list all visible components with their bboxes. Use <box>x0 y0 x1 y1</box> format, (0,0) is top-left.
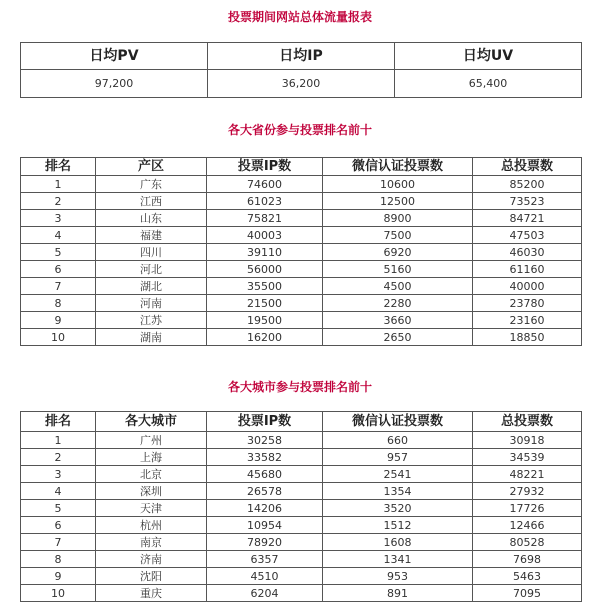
cell-ip-votes: 78920 <box>207 534 323 551</box>
cell-name: 河南 <box>96 295 207 312</box>
cell-name: 河北 <box>96 261 207 278</box>
cell-wechat-votes: 7500 <box>323 227 473 244</box>
cell-rank: 9 <box>21 312 96 329</box>
cell-total-votes: 5463 <box>473 568 582 585</box>
table-row <box>21 312 582 329</box>
table-row <box>21 568 582 585</box>
header-name: 各大城市 <box>96 412 207 432</box>
cell-ip-votes: 61023 <box>207 193 323 210</box>
cell-ip-votes: 30258 <box>207 432 323 449</box>
cell-name: 山东 <box>96 210 207 227</box>
cell-rank: 5 <box>21 500 96 517</box>
table-row <box>21 483 582 500</box>
cell-rank: 6 <box>21 517 96 534</box>
cell-wechat-votes: 953 <box>323 568 473 585</box>
value-daily-pv: 97,200 <box>21 70 208 98</box>
provinces-table <box>20 157 582 346</box>
cell-total-votes: 34539 <box>473 449 582 466</box>
cell-total-votes: 17726 <box>473 500 582 517</box>
cell-total-votes: 47503 <box>473 227 582 244</box>
cell-rank: 10 <box>21 329 96 346</box>
cell-name: 广州 <box>96 432 207 449</box>
cell-total-votes: 7095 <box>473 585 582 602</box>
cell-total-votes: 23780 <box>473 295 582 312</box>
cell-name: 济南 <box>96 551 207 568</box>
cell-ip-votes: 10954 <box>207 517 323 534</box>
header-daily-uv: 日均UV <box>395 43 582 70</box>
cell-total-votes: 12466 <box>473 517 582 534</box>
cell-ip-votes: 56000 <box>207 261 323 278</box>
cell-name: 重庆 <box>96 585 207 602</box>
cell-ip-votes: 14206 <box>207 500 323 517</box>
table-row <box>21 329 582 346</box>
cell-total-votes: 23160 <box>473 312 582 329</box>
cell-rank: 10 <box>21 585 96 602</box>
cell-wechat-votes: 1512 <box>323 517 473 534</box>
cell-name: 广东 <box>96 176 207 193</box>
cell-rank: 4 <box>21 227 96 244</box>
cell-wechat-votes: 660 <box>323 432 473 449</box>
cell-wechat-votes: 8900 <box>323 210 473 227</box>
cell-rank: 8 <box>21 295 96 312</box>
cell-total-votes: 85200 <box>473 176 582 193</box>
cell-ip-votes: 45680 <box>207 466 323 483</box>
table-row <box>21 193 582 210</box>
cities-title: 各大城市参与投票排名前十 <box>227 380 372 394</box>
header-wechat-votes: 微信认证投票数 <box>323 412 473 432</box>
cell-name: 福建 <box>96 227 207 244</box>
table-row <box>21 210 582 227</box>
cell-name: 四川 <box>96 244 207 261</box>
cell-rank: 7 <box>21 278 96 295</box>
cell-rank: 1 <box>21 432 96 449</box>
cities-table <box>20 411 582 602</box>
cell-name: 北京 <box>96 466 207 483</box>
table-row <box>21 176 582 193</box>
cell-wechat-votes: 1354 <box>323 483 473 500</box>
cell-wechat-votes: 1341 <box>323 551 473 568</box>
cell-wechat-votes: 2650 <box>323 329 473 346</box>
cell-wechat-votes: 2541 <box>323 466 473 483</box>
table-row <box>21 517 582 534</box>
header-rank: 排名 <box>21 158 96 176</box>
table-row <box>21 295 582 312</box>
cell-ip-votes: 75821 <box>207 210 323 227</box>
provinces-title: 各大省份参与投票排名前十 <box>227 123 372 137</box>
cell-wechat-votes: 12500 <box>323 193 473 210</box>
cell-total-votes: 80528 <box>473 534 582 551</box>
header-name: 产区 <box>96 158 207 176</box>
table-row <box>21 432 582 449</box>
value-daily-ip: 36,200 <box>208 70 395 98</box>
header-total-votes: 总投票数 <box>473 158 582 176</box>
cell-rank: 7 <box>21 534 96 551</box>
header-daily-ip: 日均IP <box>208 43 395 70</box>
table-header-row <box>21 412 582 432</box>
table-row <box>21 70 582 98</box>
cell-ip-votes: 16200 <box>207 329 323 346</box>
cell-wechat-votes: 891 <box>323 585 473 602</box>
cell-wechat-votes: 5160 <box>323 261 473 278</box>
cell-rank: 4 <box>21 483 96 500</box>
table-header-row <box>21 43 582 70</box>
table-row <box>21 449 582 466</box>
cell-name: 江苏 <box>96 312 207 329</box>
cell-total-votes: 7698 <box>473 551 582 568</box>
table-row <box>21 466 582 483</box>
table-row <box>21 261 582 278</box>
cell-rank: 8 <box>21 551 96 568</box>
header-total-votes: 总投票数 <box>473 412 582 432</box>
cell-rank: 9 <box>21 568 96 585</box>
table-row <box>21 244 582 261</box>
header-ip-votes: 投票IP数 <box>207 412 323 432</box>
cell-name: 深圳 <box>96 483 207 500</box>
cell-name: 湖南 <box>96 329 207 346</box>
cell-ip-votes: 26578 <box>207 483 323 500</box>
cell-wechat-votes: 1608 <box>323 534 473 551</box>
summary-title: 投票期间网站总体流量报表 <box>227 10 372 24</box>
cell-ip-votes: 39110 <box>207 244 323 261</box>
cell-rank: 3 <box>21 466 96 483</box>
cell-wechat-votes: 6920 <box>323 244 473 261</box>
header-rank: 排名 <box>21 412 96 432</box>
table-row <box>21 500 582 517</box>
cell-total-votes: 48221 <box>473 466 582 483</box>
cell-wechat-votes: 2280 <box>323 295 473 312</box>
cell-ip-votes: 40003 <box>207 227 323 244</box>
cell-ip-votes: 4510 <box>207 568 323 585</box>
cell-rank: 6 <box>21 261 96 278</box>
cell-total-votes: 46030 <box>473 244 582 261</box>
cell-wechat-votes: 4500 <box>323 278 473 295</box>
cell-rank: 2 <box>21 449 96 466</box>
cell-name: 天津 <box>96 500 207 517</box>
cell-rank: 2 <box>21 193 96 210</box>
cell-ip-votes: 6357 <box>207 551 323 568</box>
cell-name: 湖北 <box>96 278 207 295</box>
cell-ip-votes: 6204 <box>207 585 323 602</box>
cell-ip-votes: 21500 <box>207 295 323 312</box>
cell-name: 上海 <box>96 449 207 466</box>
cell-name: 沈阳 <box>96 568 207 585</box>
cell-rank: 5 <box>21 244 96 261</box>
header-daily-pv: 日均PV <box>21 43 208 70</box>
summary-table <box>20 42 582 98</box>
cell-rank: 1 <box>21 176 96 193</box>
header-wechat-votes: 微信认证投票数 <box>323 158 473 176</box>
value-daily-uv: 65,400 <box>395 70 582 98</box>
cell-total-votes: 73523 <box>473 193 582 210</box>
cell-ip-votes: 35500 <box>207 278 323 295</box>
cell-ip-votes: 19500 <box>207 312 323 329</box>
table-row <box>21 551 582 568</box>
table-header-row <box>21 158 582 176</box>
cell-name: 杭州 <box>96 517 207 534</box>
cell-wechat-votes: 3520 <box>323 500 473 517</box>
cell-ip-votes: 33582 <box>207 449 323 466</box>
cell-ip-votes: 74600 <box>207 176 323 193</box>
cell-total-votes: 30918 <box>473 432 582 449</box>
table-row <box>21 585 582 602</box>
cell-wechat-votes: 957 <box>323 449 473 466</box>
cell-name: 江西 <box>96 193 207 210</box>
cell-name: 南京 <box>96 534 207 551</box>
cell-total-votes: 61160 <box>473 261 582 278</box>
cell-rank: 3 <box>21 210 96 227</box>
cell-total-votes: 27932 <box>473 483 582 500</box>
cell-wechat-votes: 3660 <box>323 312 473 329</box>
cell-total-votes: 40000 <box>473 278 582 295</box>
header-ip-votes: 投票IP数 <box>207 158 323 176</box>
table-row <box>21 227 582 244</box>
table-row <box>21 278 582 295</box>
cell-total-votes: 18850 <box>473 329 582 346</box>
table-row <box>21 534 582 551</box>
cell-total-votes: 84721 <box>473 210 582 227</box>
cell-wechat-votes: 10600 <box>323 176 473 193</box>
